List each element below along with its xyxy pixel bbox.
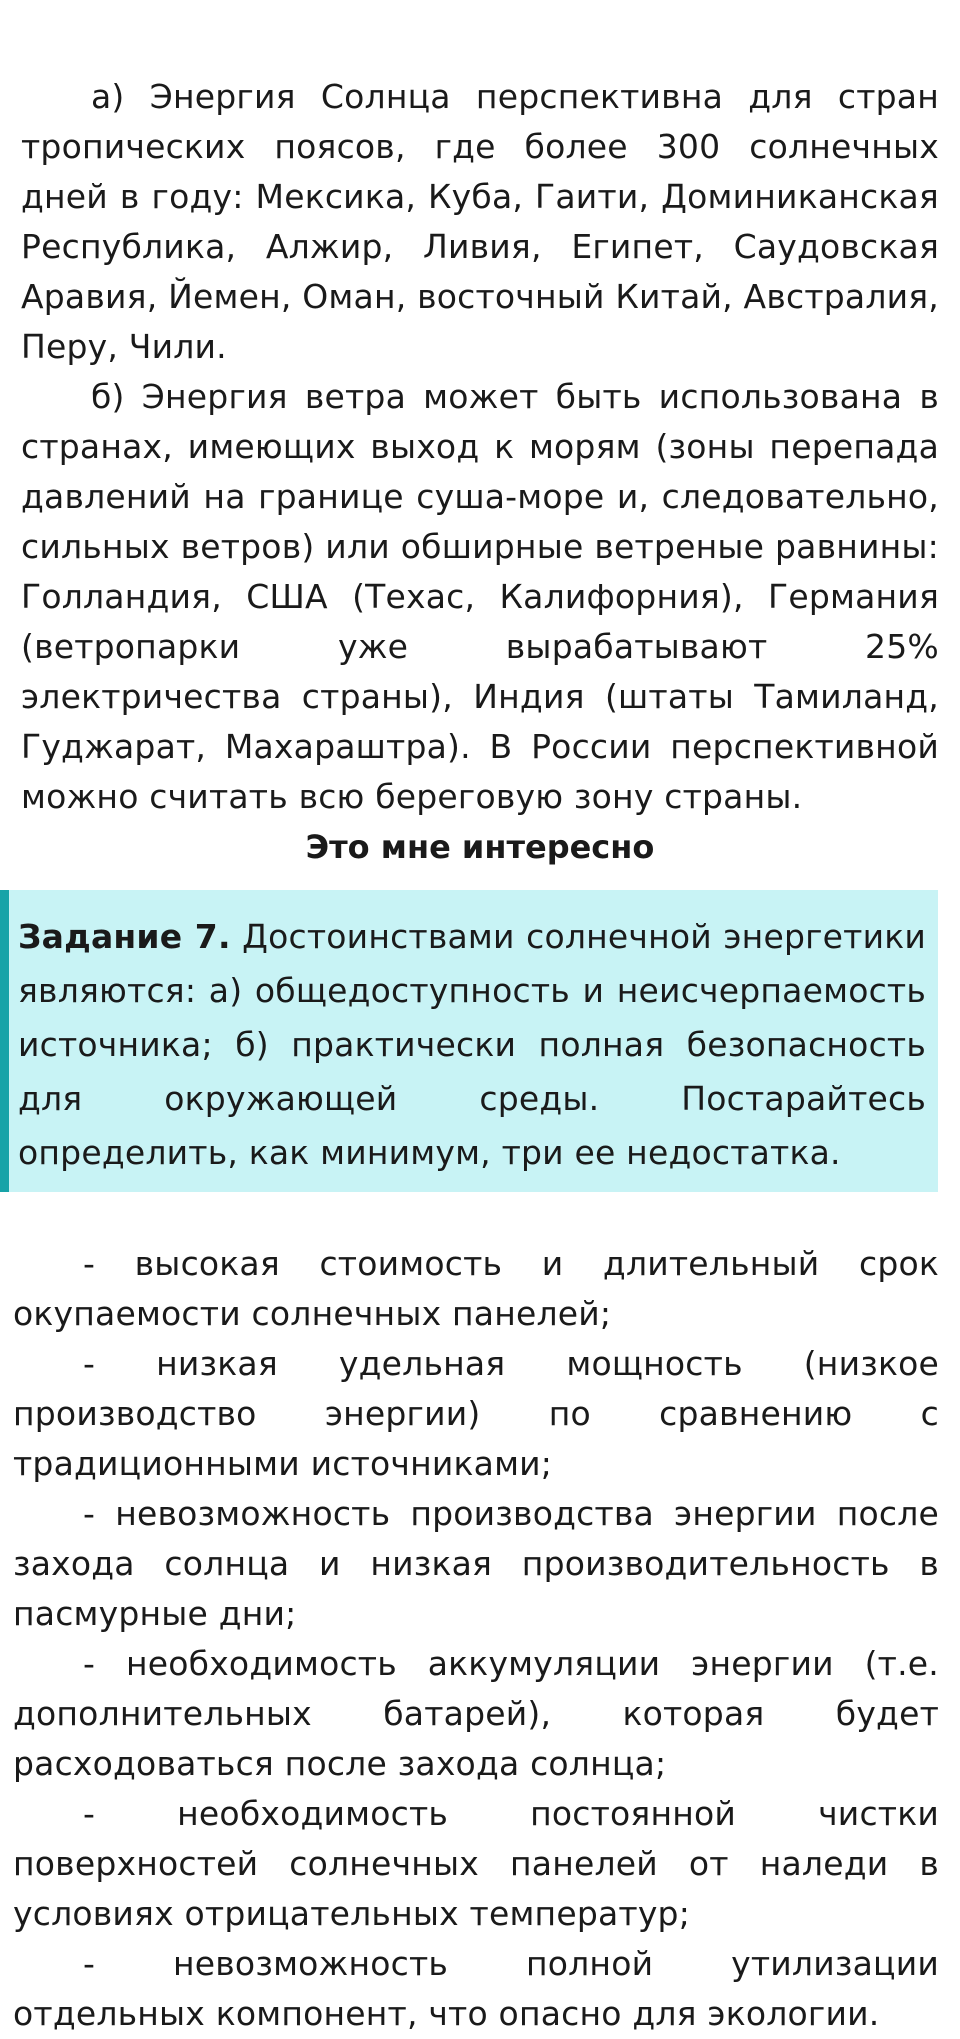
task-label: Задание 7. (18, 917, 231, 956)
answer-item: - высокая стоимость и длительный срок окупаемости солнечных панелей; (13, 1244, 939, 1333)
paragraph-wind-energy: б) Энергия ветра может быть использована в странах, имеющих выход к морям (зоны перепада давлений на границе суша-море и, следовательно, сильных ветров) или обширные ветреные равнины: Голландия, США (Техас, Калифорния), Германия (ветропарки уже вырабатывают 25% электричества страны), Индия (штаты Тамиланд, Гуджарат, Махараштра). В России перспективной можно считать всю береговую зону страны. (21, 377, 939, 816)
answer-item: - низкая удельная мощность (низкое производство энергии) по сравнению с традиционными источниками; (13, 1344, 939, 1483)
answer-item: - невозможность производства энергии после захода солнца и низкая производительность в пасмурные дни; (13, 1494, 939, 1633)
paragraph-solar-energy: а) Энергия Солнца перспективна для стран тропических поясов, где более 300 солнечных дней в году: Мексика, Куба, Гаити, Доминиканская Республика, Алжир, Ливия, Египет, Саудовская Аравия, Йемен, Оман, восточный Китай, Австралия, Перу, Чили. (21, 77, 939, 366)
answer-item: - необходимость аккумуляции энергии (т.е. дополнительных батарей), которая будет расходоваться после захода солнца; (13, 1644, 939, 1783)
task-box (0, 890, 938, 1192)
section-heading: Это мне интересно (305, 828, 655, 866)
answer-item: - необходимость постоянной чистки поверхностей солнечных панелей от наледи в условиях отрицательных температур; (13, 1794, 939, 1933)
task-text-block (18, 910, 926, 1180)
task-text: Достоинствами солнечной энергетики являются: а) общедоступность и неисчерпаемость источника; б) практически полная безопасность для окружающей среды. Постарайтесь определить, как минимум, три ее недостатка. (18, 917, 926, 1172)
answer-list (13, 1239, 939, 2039)
answer-item: - невозможность полной утилизации отдельных компонент, что опасно для экологии. (13, 1944, 939, 2033)
